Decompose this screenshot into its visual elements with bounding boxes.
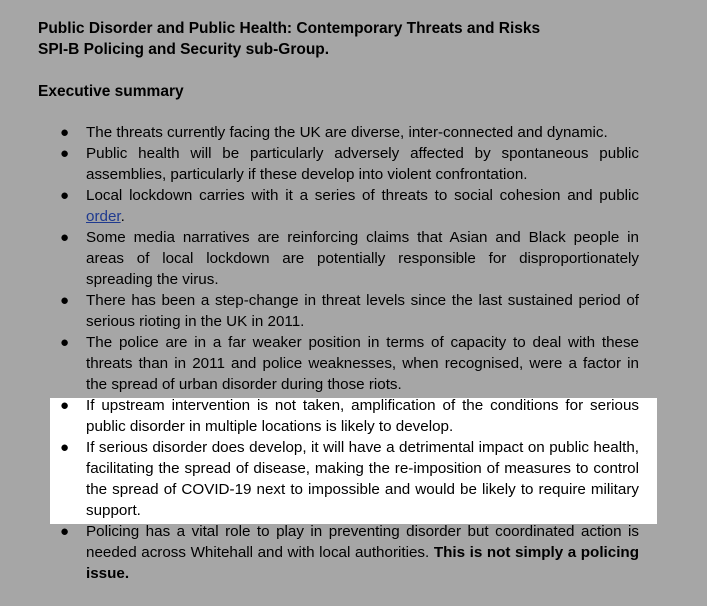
list-item-text: Local lockdown carries with it a series of threats to social cohesion and public	[86, 187, 639, 204]
bullet-icon: ●	[60, 229, 70, 246]
list-item-text: The police are in a far weaker position in terms of capacity to deal with these threats than in 2011 and police weaknesses, when recognised, were a factor in the spread of urban disorder during those riots.	[86, 334, 639, 393]
bullet-icon: ●	[60, 292, 70, 309]
list-item	[0, 521, 707, 584]
bullet-icon: ●	[60, 187, 70, 204]
bullet-icon: ●	[60, 439, 70, 456]
title-line-1: Public Disorder and Public Health: Contemporary Threats and Risks	[38, 20, 541, 37]
bullet-icon: ●	[60, 124, 70, 141]
list-item	[0, 332, 707, 395]
list-item-text: The threats currently facing the UK are diverse, inter-connected and dynamic.	[86, 124, 608, 141]
title-line-2: SPI-B Policing and Security sub-Group.	[38, 41, 330, 58]
order-link[interactable]: order	[86, 208, 121, 225]
list-item-text: If upstream intervention is not taken, amplification of the conditions for serious public disorder in multiple locations is likely to develop.	[86, 397, 639, 435]
bullet-icon: ●	[60, 523, 70, 540]
list-item	[0, 437, 707, 521]
list-item-text: Public health will be particularly adversely affected by spontaneous public assemblies, particularly if these develop into violent confrontation.	[86, 145, 639, 183]
document-title	[38, 18, 540, 60]
bullet-icon: ●	[60, 334, 70, 351]
list-item-text-end: .	[120, 208, 125, 225]
section-heading: Executive summary	[38, 83, 184, 100]
list-item	[0, 185, 707, 227]
list-item	[0, 143, 707, 185]
list-item-text: There has been a step-change in threat levels since the last sustained period of serious rioting in the UK in 2011.	[86, 292, 639, 330]
list-item	[0, 227, 707, 290]
list-item	[0, 395, 707, 437]
list-item-text: If serious disorder does develop, it will have a detrimental impact on public health, facilitating the spread of disease, making the re-imposition of measures to control the spread of COVID-19 next to impossible and would be likely to require military support.	[86, 439, 639, 519]
list-item	[0, 122, 707, 143]
list-item	[0, 290, 707, 332]
list-item-text: Policing has a vital role to play in preventing disorder but coordinated action is needed across Whitehall and with local authorities.	[86, 523, 639, 561]
summary-list	[0, 122, 707, 584]
list-item-bold-text: This is not simply a policing issue.	[86, 544, 639, 582]
list-item-text: Some media narratives are reinforcing claims that Asian and Black people in areas of local lockdown are potentially responsible for disproportionately spreading the virus.	[86, 229, 639, 288]
bullet-icon: ●	[60, 145, 70, 162]
bullet-icon: ●	[60, 397, 70, 414]
